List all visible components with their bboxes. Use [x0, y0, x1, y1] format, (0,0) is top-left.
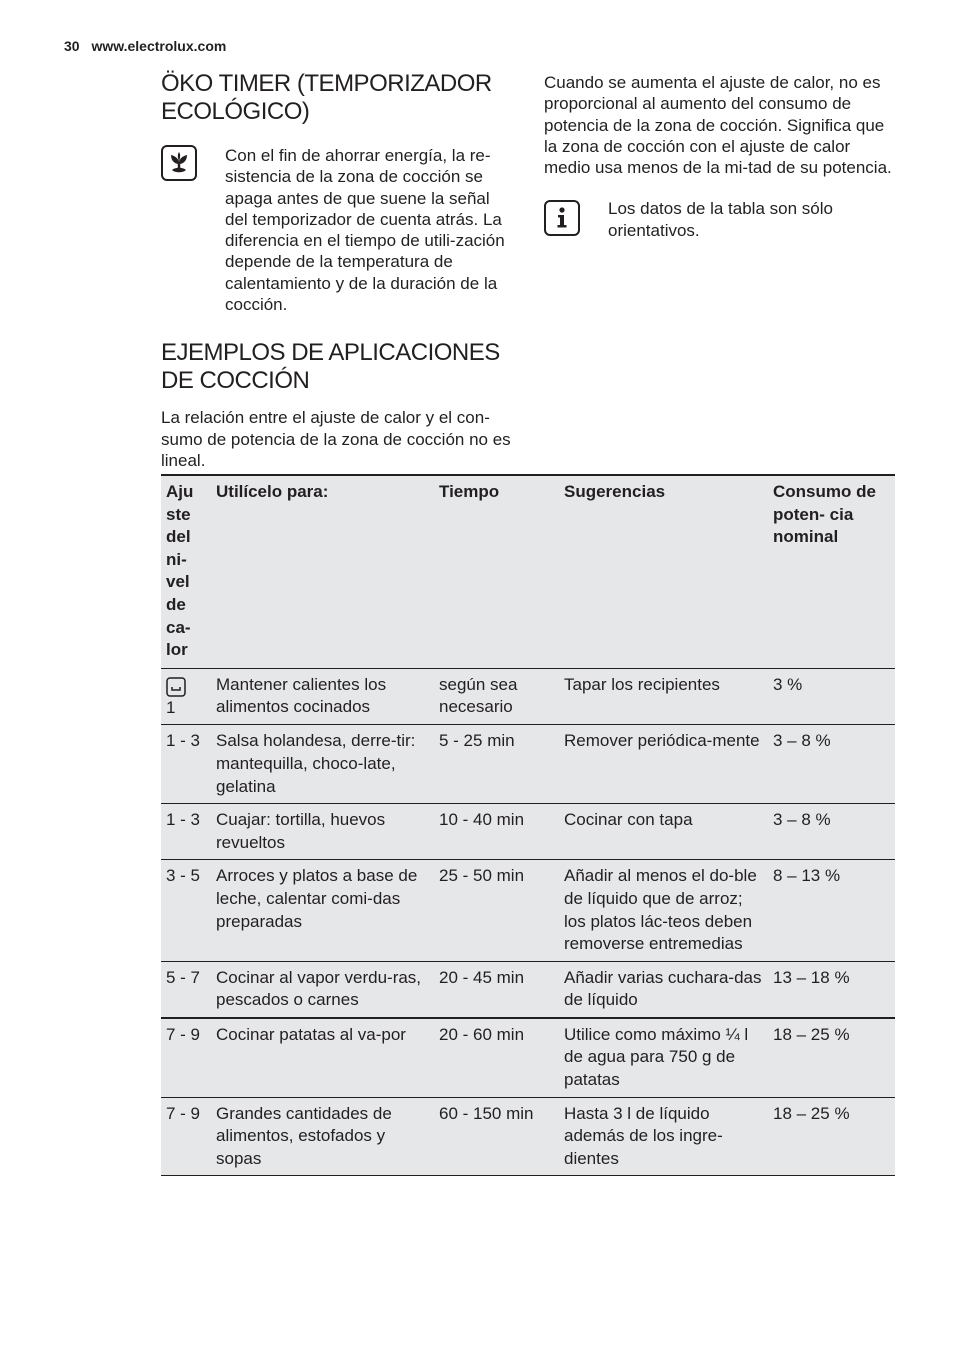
- oko-timer-title: [161, 70, 511, 126]
- cell-tip: Tapar los recipientes: [564, 674, 720, 694]
- cell-tip: Añadir varias cuchara-das de líquido: [564, 967, 762, 1010]
- page-header: [64, 38, 226, 54]
- left-column: [161, 70, 511, 471]
- oko-timer-note: [161, 145, 511, 315]
- cell-power: 18 – 25 %: [773, 1024, 850, 1044]
- table-row: [161, 725, 895, 804]
- cell-use: Cocinar patatas al va-por: [216, 1024, 406, 1044]
- header-heat-level: [161, 475, 211, 668]
- cell-use: Grandes cantidades de alimentos, estofados y sopas: [216, 1103, 392, 1168]
- table-row: [161, 860, 895, 961]
- cell-use: Arroces y platos a base de leche, calentar comi-das preparadas: [216, 866, 418, 931]
- cell-tip: Cocinar con tapa: [564, 810, 693, 830]
- table-row: [161, 804, 895, 860]
- table-row: [161, 1018, 895, 1097]
- cell-time: 60 - 150 min: [439, 1103, 534, 1123]
- cell-power: 3 – 8 %: [773, 810, 831, 830]
- cell-use: Mantener calientes los alimentos cocinados: [216, 674, 387, 717]
- cell-time: según sea necesario: [439, 674, 518, 717]
- cell-use: Cuajar: tortilla, huevos revueltos: [216, 810, 386, 852]
- table-row: [161, 668, 895, 725]
- cell-use: Salsa holandesa, derre-tir: mantequilla, choco-late, gelatina: [216, 731, 416, 796]
- page-number: 30: [64, 38, 80, 54]
- cell-tip: Remover periódica-mente: [564, 731, 760, 751]
- cell-tip: Hasta 3 l de líquido además de los ingre-dientes: [564, 1103, 723, 1168]
- eco-timer-icon: [161, 145, 197, 181]
- cell-tip: Añadir al menos el do-ble de líquido que de arroz; los platos lác-teos deben removerse entremedias: [564, 866, 757, 954]
- oko-timer-body: Con el fin de ahorrar energía, la re-sistencia de la zona de cocción se apaga antes de que suene la señal del temporizador de cuenta atrás. La diferencia en el tiempo de utili-zación depende de la temperatura de calentamiento y de la duración de la cocción.: [225, 146, 505, 315]
- oko-timer-title-line2: ECOLÓGICO): [161, 98, 310, 125]
- header-use-for: Utilícelo para:: [216, 482, 329, 501]
- cell-time: 25 - 50 min: [439, 866, 525, 886]
- header-tips: Sugerencias: [564, 482, 666, 501]
- header-power: Consumo de poten- cia nominal: [773, 482, 876, 547]
- table-row: [161, 961, 895, 1018]
- cell-power: 8 – 13 %: [773, 866, 841, 886]
- examples-title-line2: DE COCCIÓN: [161, 367, 310, 395]
- header-time: Tiempo: [439, 482, 500, 501]
- oko-timer-title-line1: ÖKO TIMER (TEMPORIZADOR: [161, 70, 492, 97]
- examples-title-line1: EJEMPLOS DE APLICACIONES: [161, 339, 500, 367]
- cell-time: 5 - 25 min: [439, 731, 515, 751]
- cell-power: 18 – 25 %: [773, 1103, 850, 1123]
- cooking-applications-table: [161, 474, 895, 1176]
- cell-use: Cocinar al vapor verdu-ras, pescados o carnes: [216, 967, 422, 1010]
- website-url: www.electrolux.com: [91, 38, 227, 54]
- cell-level: 1 - 3: [166, 731, 201, 751]
- cell-tip: Utilice como máximo ¼ l de agua para 750 g de patatas: [564, 1024, 749, 1090]
- info-icon: [544, 200, 580, 236]
- cell-level: 5 - 7: [166, 967, 201, 987]
- cell-power: 3 – 8 %: [773, 731, 831, 751]
- examples-title: [161, 339, 511, 395]
- cell-time: 10 - 40 min: [439, 810, 525, 830]
- info-note: [544, 200, 894, 241]
- cell-level: [161, 668, 211, 725]
- table-header-row: [161, 475, 895, 668]
- examples-intro: La relación entre el ajuste de calor y el con-sumo de potencia de la zona de cocción no es lineal.: [161, 408, 511, 470]
- cell-level: 3 - 5: [166, 866, 201, 886]
- cell-power: 3 %: [773, 674, 803, 694]
- cell-level: 7 - 9: [166, 1024, 201, 1044]
- cell-level: 7 - 9: [166, 1103, 201, 1123]
- cell-level: 1 - 3: [166, 810, 201, 830]
- table-row: [161, 1097, 895, 1176]
- right-column: [544, 72, 894, 241]
- cell-power: 13 – 18 %: [773, 967, 850, 987]
- cell-time: 20 - 45 min: [439, 967, 525, 987]
- level-value: 1: [166, 697, 176, 717]
- keep-warm-icon: [166, 677, 186, 697]
- power-paragraph: Cuando se aumenta el ajuste de calor, no es proporcional al aumento del consumo de potencia de la zona de cocción. Significa que la zona de cocción con el ajuste de calor medio usa menos de la mi-tad de su potencia.: [544, 73, 892, 178]
- header-heat-level-text: Aju ste del ni- vel de ca- lor: [166, 482, 194, 660]
- info-note-text: Los datos de la tabla son sólo orientativos.: [608, 199, 833, 240]
- cell-time: 20 - 60 min: [439, 1024, 525, 1044]
